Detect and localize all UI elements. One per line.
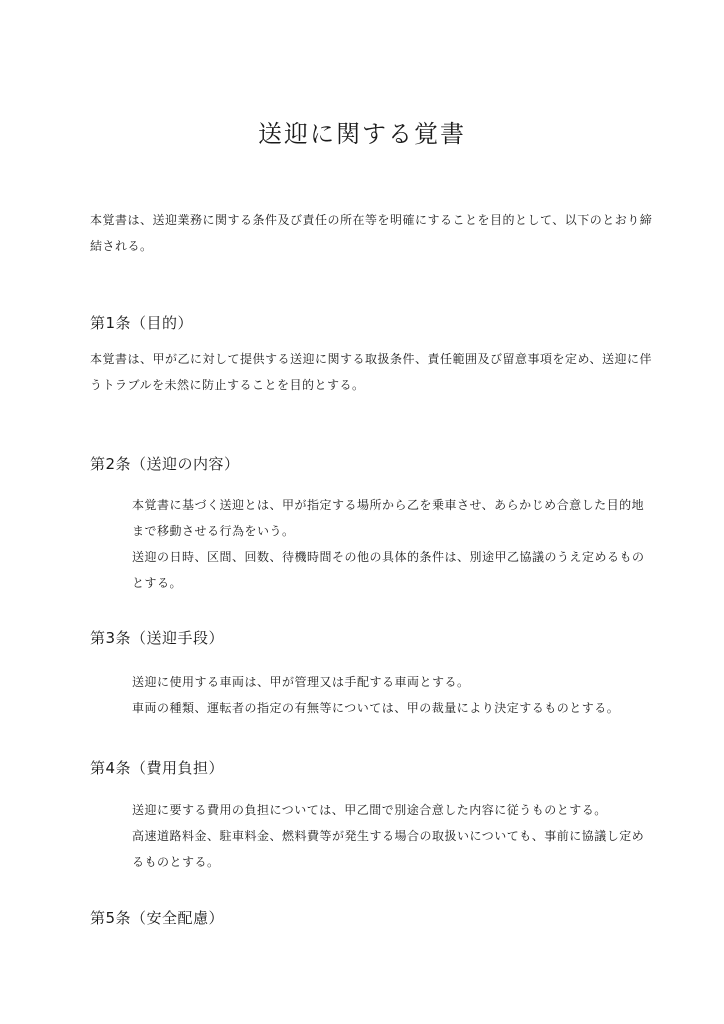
preamble-paragraph [90, 207, 652, 259]
article-1-line: うトラブルを未然に防止することを目的とする。 [90, 378, 365, 392]
article-3-line: 送迎に使用する車両は、甲が管理又は手配する車両とする。 [132, 675, 470, 689]
article-1-line: 本覚書は、甲が乙に対して提供する送迎に関する取扱条件、責任範囲及び留意事項を定め、送迎に伴 [90, 352, 653, 366]
article-2-heading: 第2条（送迎の内容） [90, 455, 240, 473]
article-2-line: 本覚書に基づく送迎とは、甲が指定する場所から乙を乗車させ、あらかじめ合意した目的地 [132, 498, 645, 512]
article-4-line: るものとする。 [132, 855, 220, 869]
article-2-line: とする。 [132, 576, 183, 590]
article-4-body [132, 797, 644, 875]
article-3-line: 車両の種類、運転者の指定の有無等については、甲の裁量により決定するものとする。 [132, 701, 620, 715]
article-4-line: 送迎に要する費用の負担については、甲乙間で別途合意した内容に従うものとする。 [132, 803, 607, 817]
preamble-line: 本覚書は、送迎業務に関する条件及び責任の所在等を明確にすることを目的として、以下のとおり締 [90, 213, 653, 227]
article-3-body [132, 669, 619, 721]
article-2-line: 送迎の日時、区間、回数、待機時間その他の具体的条件は、別途甲乙協議のうえ定めるもの [132, 550, 645, 564]
article-4-line: 高速道路料金、駐車料金、燃料費等が発生する場合の取扱いについても、事前に協議し定め [132, 829, 645, 843]
article-2-body [132, 492, 645, 596]
preamble-line: 結される。 [90, 239, 153, 253]
article-4-heading: 第4条（費用負担） [90, 759, 225, 777]
article-2-line: まで移動させる行為をいう。 [132, 524, 295, 538]
article-1-heading: 第1条（目的） [90, 314, 194, 332]
document-title: 送迎に関する覚書 [258, 120, 466, 148]
article-3-heading: 第3条（送迎手段） [90, 629, 225, 647]
article-5-heading: 第5条（安全配慮） [90, 909, 225, 927]
article-1-body [90, 346, 652, 398]
